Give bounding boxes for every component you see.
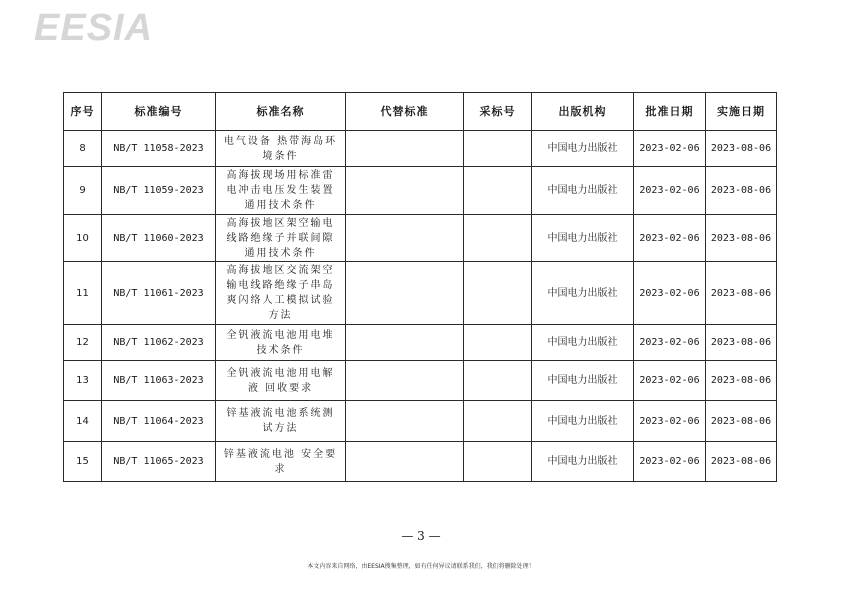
row-number: 9 [64, 167, 102, 215]
standard-code: NB/T 11065-2023 [102, 442, 216, 482]
replaces-standard [346, 215, 464, 262]
approval-date: 2023-02-06 [634, 361, 706, 401]
footer-disclaimer: 本文内容来自网络，由EESIA搜集整理，如有任何异议请联系我们，我们将删除处理！ [307, 563, 535, 570]
effective-date: 2023-08-06 [706, 167, 777, 215]
standard-code: NB/T 11060-2023 [102, 215, 216, 262]
header-cell: 标准编号 [102, 93, 216, 131]
standard-name: 锌基液流电池 安全要求 [216, 442, 346, 482]
publisher: 中国电力出版社 [532, 215, 634, 262]
header-cell: 实施日期 [706, 93, 777, 131]
row-number: 8 [64, 131, 102, 167]
standard-name: 全钒液流电池用电解液 回收要求 [216, 361, 346, 401]
table-row [64, 215, 777, 262]
header-cell: 批准日期 [634, 93, 706, 131]
adopted-number [464, 215, 532, 262]
standard-code: NB/T 11063-2023 [102, 361, 216, 401]
effective-date: 2023-08-06 [706, 262, 777, 325]
adopted-number [464, 401, 532, 442]
table-row [64, 262, 777, 325]
standard-name: 全钒液流电池用电堆技术条件 [216, 325, 346, 361]
publisher: 中国电力出版社 [532, 325, 634, 361]
page-number: — 3 — [401, 529, 441, 543]
standard-name: 高海拔地区架空输电线路绝缘子并联间隙通用技术条件 [216, 215, 346, 262]
effective-date: 2023-08-06 [706, 361, 777, 401]
publisher: 中国电力出版社 [532, 361, 634, 401]
publisher: 中国电力出版社 [532, 131, 634, 167]
adopted-number [464, 325, 532, 361]
replaces-standard [346, 401, 464, 442]
publisher: 中国电力出版社 [532, 262, 634, 325]
row-number: 15 [64, 442, 102, 482]
adopted-number [464, 131, 532, 167]
adopted-number [464, 442, 532, 482]
approval-date: 2023-02-06 [634, 131, 706, 167]
table-row [64, 131, 777, 167]
standard-code: NB/T 11058-2023 [102, 131, 216, 167]
header-cell: 代替标准 [346, 93, 464, 131]
header-cell: 标准名称 [216, 93, 346, 131]
standard-code: NB/T 11062-2023 [102, 325, 216, 361]
table-row [64, 401, 777, 442]
approval-date: 2023-02-06 [634, 167, 706, 215]
publisher: 中国电力出版社 [532, 401, 634, 442]
adopted-number [464, 262, 532, 325]
row-number: 12 [64, 325, 102, 361]
effective-date: 2023-08-06 [706, 325, 777, 361]
replaces-standard [346, 361, 464, 401]
adopted-number [464, 167, 532, 215]
standard-name: 高海拔地区交流架空输电线路绝缘子串岛爽闪络人工模拟试验方法 [216, 262, 346, 325]
table-row [64, 167, 777, 215]
approval-date: 2023-02-06 [634, 442, 706, 482]
header-cell: 出版机构 [532, 93, 634, 131]
effective-date: 2023-08-06 [706, 215, 777, 262]
table-row [64, 442, 777, 482]
standard-code: NB/T 11064-2023 [102, 401, 216, 442]
table-row [64, 361, 777, 401]
standard-name: 锌基液流电池系统测试方法 [216, 401, 346, 442]
header-cell: 序号 [64, 93, 102, 131]
approval-date: 2023-02-06 [634, 262, 706, 325]
standard-code: NB/T 11059-2023 [102, 167, 216, 215]
standard-name: 高海拔现场用标准雷电冲击电压发生装置通用技术条件 [216, 167, 346, 215]
approval-date: 2023-02-06 [634, 215, 706, 262]
table-row [64, 325, 777, 361]
replaces-standard [346, 262, 464, 325]
publisher: 中国电力出版社 [532, 442, 634, 482]
approval-date: 2023-02-06 [634, 401, 706, 442]
replaces-standard [346, 167, 464, 215]
row-number: 10 [64, 215, 102, 262]
table-header-row [64, 93, 777, 131]
replaces-standard [346, 131, 464, 167]
publisher: 中国电力出版社 [532, 167, 634, 215]
header-cell: 采标号 [464, 93, 532, 131]
replaces-standard [346, 442, 464, 482]
standard-name: 电气设备 热带海岛环境条件 [216, 131, 346, 167]
standard-code: NB/T 11061-2023 [102, 262, 216, 325]
effective-date: 2023-08-06 [706, 401, 777, 442]
row-number: 11 [64, 262, 102, 325]
replaces-standard [346, 325, 464, 361]
effective-date: 2023-08-06 [706, 442, 777, 482]
eesia-logo: EESIA [34, 7, 154, 49]
adopted-number [464, 361, 532, 401]
row-number: 13 [64, 361, 102, 401]
row-number: 14 [64, 401, 102, 442]
effective-date: 2023-08-06 [706, 131, 777, 167]
approval-date: 2023-02-06 [634, 325, 706, 361]
standards-table [63, 92, 777, 482]
